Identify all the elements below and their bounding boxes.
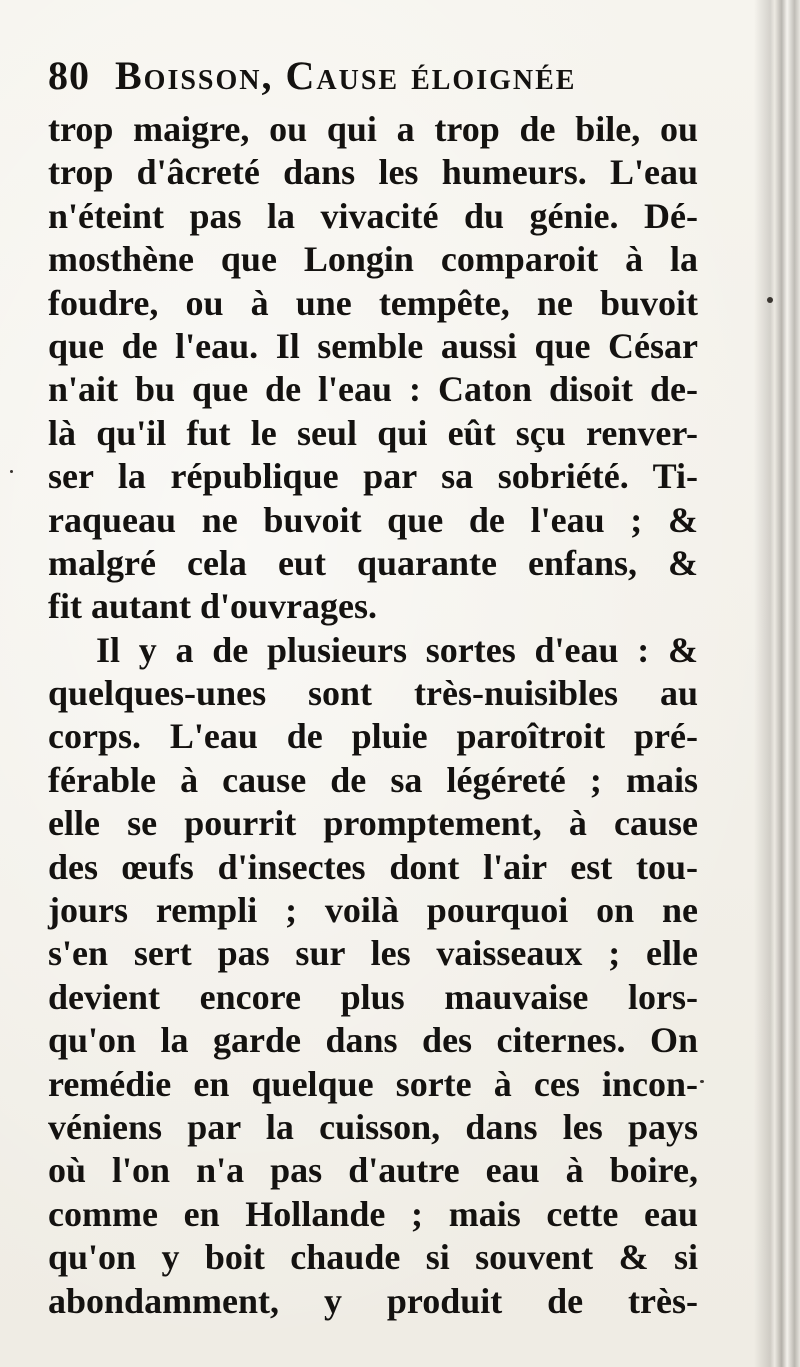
page-number: 80 — [48, 53, 90, 98]
running-header — [48, 52, 748, 102]
text-line: qu'on la garde dans des citernes. On — [48, 1020, 698, 1061]
text-line: fit autant d'ouvrages. — [48, 586, 378, 627]
text-line: s'en sert pas sur les vaisseaux ; elle — [48, 933, 698, 974]
text-line: devient encore plus mauvaise lors- — [48, 976, 698, 1017]
page-binding-edge — [754, 0, 800, 1367]
text-line: où l'on n'a pas d'autre eau à boire, — [48, 1150, 698, 1191]
text-line: quelques-unes sont très-nuisibles au — [48, 673, 698, 714]
text-line: remédie en quelque sorte à ces incon- — [48, 1063, 698, 1104]
paragraph — [48, 629, 698, 1323]
text-line: mosthène que Longin comparoit à la — [48, 239, 698, 280]
text-line: des œufs d'insectes dont l'air est tou- — [48, 846, 698, 887]
paragraph — [48, 108, 698, 629]
text-line: n'éteint pas la vivacité du génie. Dé- — [48, 195, 698, 236]
text-line: que de l'eau. Il semble aussi que César — [48, 325, 698, 366]
ink-speck — [10, 470, 13, 473]
text-line: foudre, ou à une tempête, ne buvoit — [48, 282, 698, 323]
text-line: trop maigre, ou qui a trop de bile, ou — [48, 109, 698, 149]
text-line: là qu'il fut le seul qui eût sçu renver- — [48, 412, 698, 453]
text-line: n'ait bu que de l'eau : Caton disoit de- — [48, 369, 698, 410]
text-line: malgré cela eut quarante enfans, & — [48, 542, 698, 583]
running-title: Boisson, Cause éloignée — [115, 53, 577, 98]
ink-speck — [767, 297, 773, 303]
text-line: Il y a de plusieurs sortes d'eau : & — [96, 629, 698, 670]
text-line: qu'on y boit chaude si souvent & si — [48, 1237, 698, 1278]
text-line: véniens par la cuisson, dans les pays — [48, 1106, 698, 1147]
text-line: trop d'âcreté dans les humeurs. L'eau — [48, 152, 698, 193]
text-line: jours rempli ; voilà pourquoi on ne — [48, 890, 698, 931]
text-line: férable à cause de sa légéreté ; mais — [48, 759, 698, 800]
page-body — [48, 108, 698, 1323]
text-line: comme en Hollande ; mais cette eau — [48, 1193, 698, 1234]
text-line: elle se pourrit promptement, à cause — [48, 803, 698, 844]
text-line: ser la république par sa sobriété. Ti- — [48, 456, 698, 497]
ink-speck — [700, 1080, 704, 1083]
text-line: corps. L'eau de pluie paroîtroit pré- — [48, 716, 698, 757]
text-line: raqueau ne buvoit que de l'eau ; & — [48, 499, 698, 540]
text-line: abondamment, y produit de très- — [48, 1280, 698, 1321]
